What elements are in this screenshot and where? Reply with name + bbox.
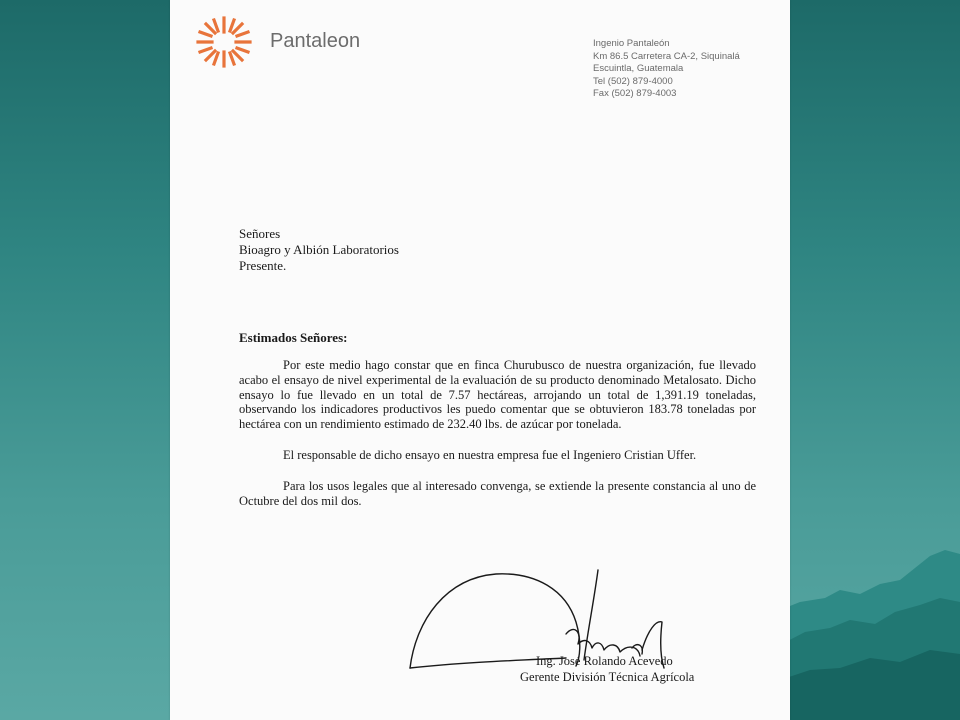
body-paragraph: El responsable de dicho ensayo en nuestra empresa fue el Ingeniero Cristian Uffer. [283,447,697,462]
signer-name: Ing. José Rolando Acevedo [536,654,673,668]
signer-title: Gerente División Técnica Agrícola [520,670,695,684]
body-paragraph: Para los usos legales que al interesado convenga, se extiende la presente constancia al uno de Octubre del dos mil dos. [239,478,756,508]
mountain-decoration [780,550,960,720]
address-line: Ingenio Pantaleón [593,38,670,49]
pantaleon-sunburst-logo [194,14,254,70]
recipient-block [239,226,399,274]
letter-body [239,358,756,524]
letterhead-address [593,38,740,101]
fax-line: Fax (502) 879-4003 [593,88,677,99]
recipient-line: Presente. [239,258,287,273]
recipient-line: Bioagro y Albión Laboratorios [239,242,399,257]
address-line: Km 86.5 Carretera CA-2, Siquinalá [593,50,740,62]
company-name: Pantaleon [270,30,361,52]
salutation: Estimados Señores: [239,330,348,345]
address-line: Escuintla, Guatemala [593,63,684,74]
phone-line: Tel (502) 879-4000 [593,75,673,87]
body-paragraph: Por este medio hago constar que en finca Churubusco de nuestra organización, fue llevado acabo el ensayo de nivel experimental de la evaluación de su producto denominado Metalosato. Dicho ensayo lo fue llevado en un total de 7.57 hectáreas, arrojando un total de 1,391.19 toneladas, observando los indicadores productivos les puedo comentar que se obtuvieron 183.78 toneladas por hectárea con un rendimiento estimado de 232.40 lbs. de azúcar por tonelada. [239,358,756,432]
recipient-line: Señores [239,226,281,241]
letter-page [170,0,790,720]
